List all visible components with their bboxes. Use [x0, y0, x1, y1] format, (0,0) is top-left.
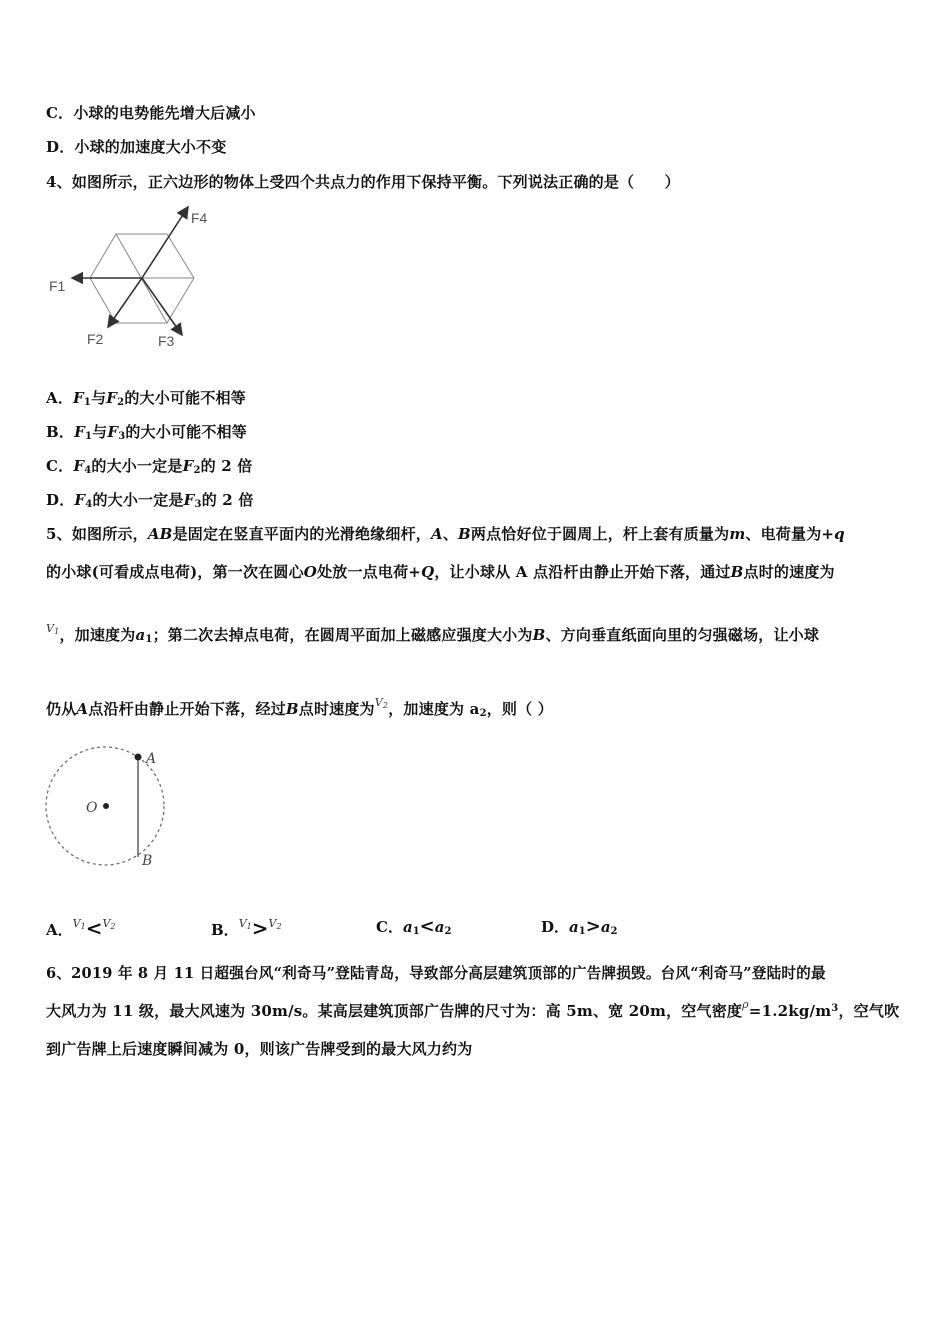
q5-option-d: D．$a_1>a_2$ [541, 916, 618, 937]
q3-option-c: C．小球的电势能先增大后减小 [46, 104, 256, 122]
q4-option-b: B．$F_1$与$F_3$的大小可能不相等 [46, 423, 247, 442]
v1-symbol: V1 [46, 622, 60, 636]
f4-label: F4 [191, 210, 208, 226]
q4-option-a: A．$F_1$与$F_2$的大小可能不相等 [46, 389, 246, 408]
point-a [135, 754, 142, 761]
f2-label: F2 [87, 331, 104, 347]
q5-option-c: C．$a_1<a_2$ [376, 916, 452, 937]
q5-option-a: A．$^{V_1}$<$^{V_2}$ [46, 916, 116, 940]
point-o [103, 803, 109, 809]
q4-stem: 4、如图所示，正六边形的物体上受四个共点力的作用下保持平衡。下列说法正确的是（ ） [46, 173, 680, 191]
rho-symbol: ρ [742, 998, 749, 1011]
label-o: O [86, 800, 98, 816]
f4-arrow [142, 207, 188, 278]
f2-arrow [108, 278, 142, 327]
q3-option-d: D．小球的加速度大小不变 [46, 138, 227, 156]
q5-line-4: 仍从A点沿杆由静止开始下落，经过B点时速度为$^{V_2}$，加速度为 $a_2$，则（ ） [46, 696, 553, 719]
label-a: A [146, 751, 157, 767]
q4-option-c: C．$F_4$的大小一定是$F_2$的 2 倍 [46, 457, 253, 476]
q5-line-2: 的小球(可看成点电荷)，第一次在圆心O处放一点电荷+Q，让小球从 A 点沿杆由静止开始下落，通过B点时的速度为 [46, 563, 835, 581]
q6-line-3: 到广告牌上后速度瞬间减为 0，则该广告牌受到的最大风力约为 [46, 1040, 473, 1058]
q6-line-2: 大风力为 11 级，最大风速为 30m/s。某高层建筑顶部广告牌的尺寸为：高 5m、宽 20m，空气密度$^\rho=1.2kg/m^3$，空气吹 [46, 998, 900, 1020]
f1-label: F1 [49, 278, 66, 294]
v2-symbol: V2 [374, 696, 389, 710]
f3-label: F3 [158, 333, 175, 349]
q5-line-1: 5、如图所示，AB是固定在竖直平面内的光滑绝缘细杆，A、B两点恰好位于圆周上，杆上套有质量为m、电荷量为+q [46, 525, 845, 543]
q5-option-b: B．$^{V_1}$>$^{V_2}$ [211, 916, 282, 940]
label-b: B [142, 853, 153, 869]
q4-option-d: D．$F_4$的大小一定是$F_3$的 2 倍 [46, 491, 254, 510]
q5-line-3: $^{V_1}$，加速度为$a_1$；第二次去掉点电荷，在圆周平面加上磁感应强度大小为B、方向垂直纸面向里的匀强磁场，让小球 [46, 622, 820, 645]
f3-arrow [142, 278, 182, 335]
q5-circle-figure [40, 744, 180, 874]
q6-line-1: 6、2019 年 8 月 11 日超强台风“利奇马”登陆青岛，导致部分高层建筑顶部的广告牌损毁。台风“利奇马”登陆时的最 [46, 965, 826, 982]
q4-hexagon-figure [44, 203, 224, 353]
